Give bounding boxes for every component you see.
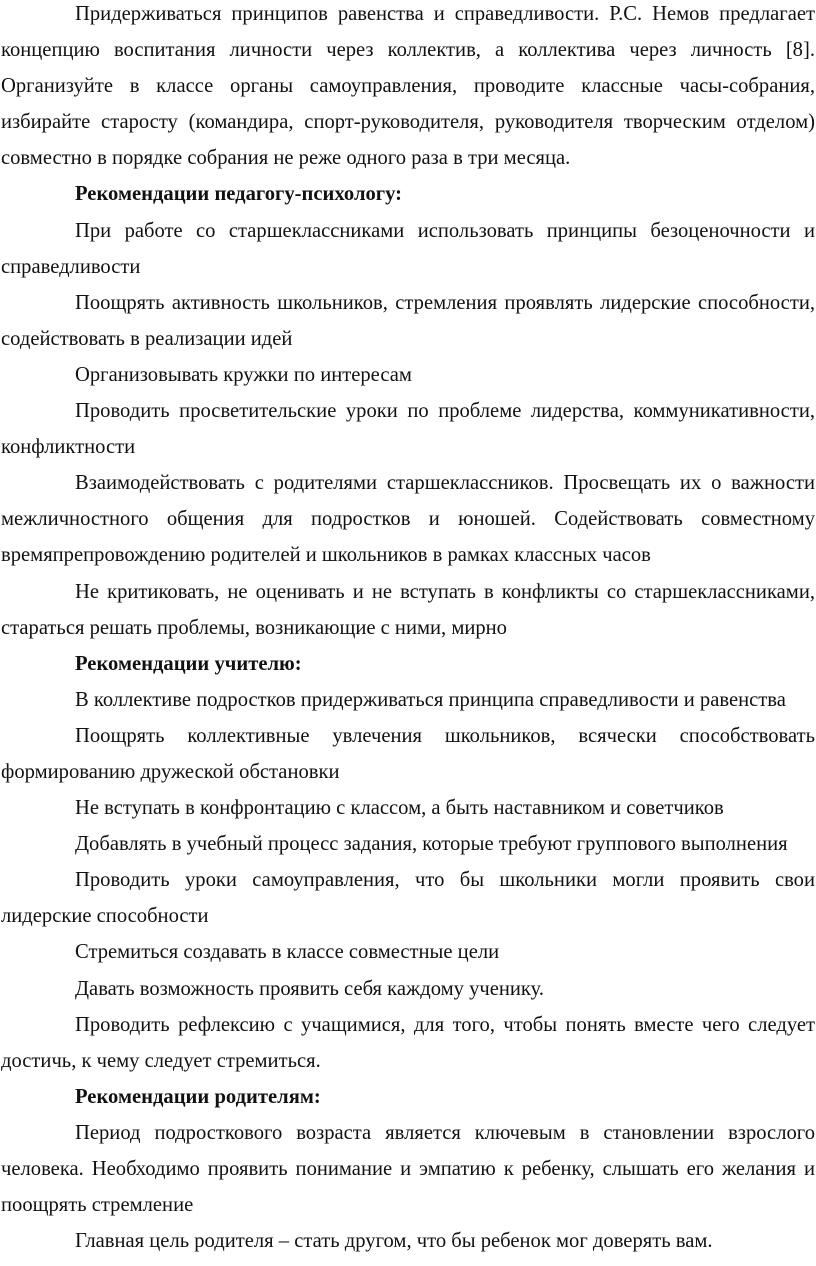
- psychologist-recommendation-5: Взаимодействовать с родителями старшеклассников. Просвещать их о важности межличностного общения для подростков и юношей. Содействовать совместному времяпрепровождению родителей и школьников в рамках классных часов: [1, 472, 815, 567]
- teacher-recommendation-7: Давать возможность проявить себя каждому ученику.: [75, 977, 545, 1000]
- heading-teacher-recommendations: Рекомендации учителю:: [75, 652, 302, 675]
- parent-recommendation-2: Главная цель родителя – стать другом, что бы ребенок мог доверять вам.: [75, 1230, 713, 1253]
- parent-recommendation-1: Период подросткового возраста является ключевым в становлении взрослого человека. Необходимо проявить понимание и эмпатию к ребенку, слышать его желания и поощрять стремление: [1, 1121, 815, 1217]
- teacher-recommendation-5: Проводить уроки самоуправления, что бы школьники могли проявить свои лидерские способности: [1, 869, 815, 928]
- teacher-recommendation-8: Проводить рефлексию с учащимися, для того, чтобы понять вместе чего следует достичь, к чему следует стремиться.: [1, 1013, 815, 1072]
- teacher-recommendation-2: Поощрять коллективные увлечения школьников, всячески способствовать формированию дружеской обстановки: [1, 724, 815, 783]
- heading-parent-recommendations: Рекомендации родителям:: [75, 1085, 321, 1108]
- teacher-recommendation-6: Стремиться создавать в классе совместные цели: [75, 941, 500, 964]
- heading-psychologist-recommendations: Рекомендации педагогу-психологу:: [75, 183, 403, 206]
- psychologist-recommendation-6: Не критиковать, не оценивать и не вступать в конфликты со старшеклассниками, стараться решать проблемы, возникающие с ними, мирно: [1, 580, 815, 639]
- teacher-recommendation-1: В коллективе подростков придерживаться принципа справедливости и равенства: [75, 688, 786, 711]
- teacher-recommendation-4: Добавлять в учебный процесс задания, которые требуют группового выполнения: [75, 833, 788, 856]
- psychologist-recommendation-2: Поощрять активность школьников, стремления проявлять лидерские способности, содействовать в реализации идей: [1, 291, 815, 350]
- teacher-recommendation-3: Не вступать в конфронтацию с классом, а быть наставником и советчиков: [75, 797, 724, 820]
- intro-paragraph: Придерживаться принципов равенства и справедливости. Р.С. Немов предлагает концепцию воспитания личности через коллектив, а коллектива через личность [8]. Организуйте в классе органы самоуправления, проводите классные часы-собрания, избирайте старосту (командира, спорт-руководителя, руководителя творческим отделом) совместно в порядке собрания не реже одного раза в три месяца.: [1, 3, 815, 170]
- psychologist-recommendation-4: Проводить просветительские уроки по проблеме лидерства, коммуникативности, конфликтности: [1, 400, 815, 459]
- psychologist-recommendation-1: При работе со старшеклассниками использовать принципы безоценочности и справедливости: [1, 219, 815, 278]
- psychologist-recommendation-3: Организовывать кружки по интересам: [75, 363, 412, 386]
